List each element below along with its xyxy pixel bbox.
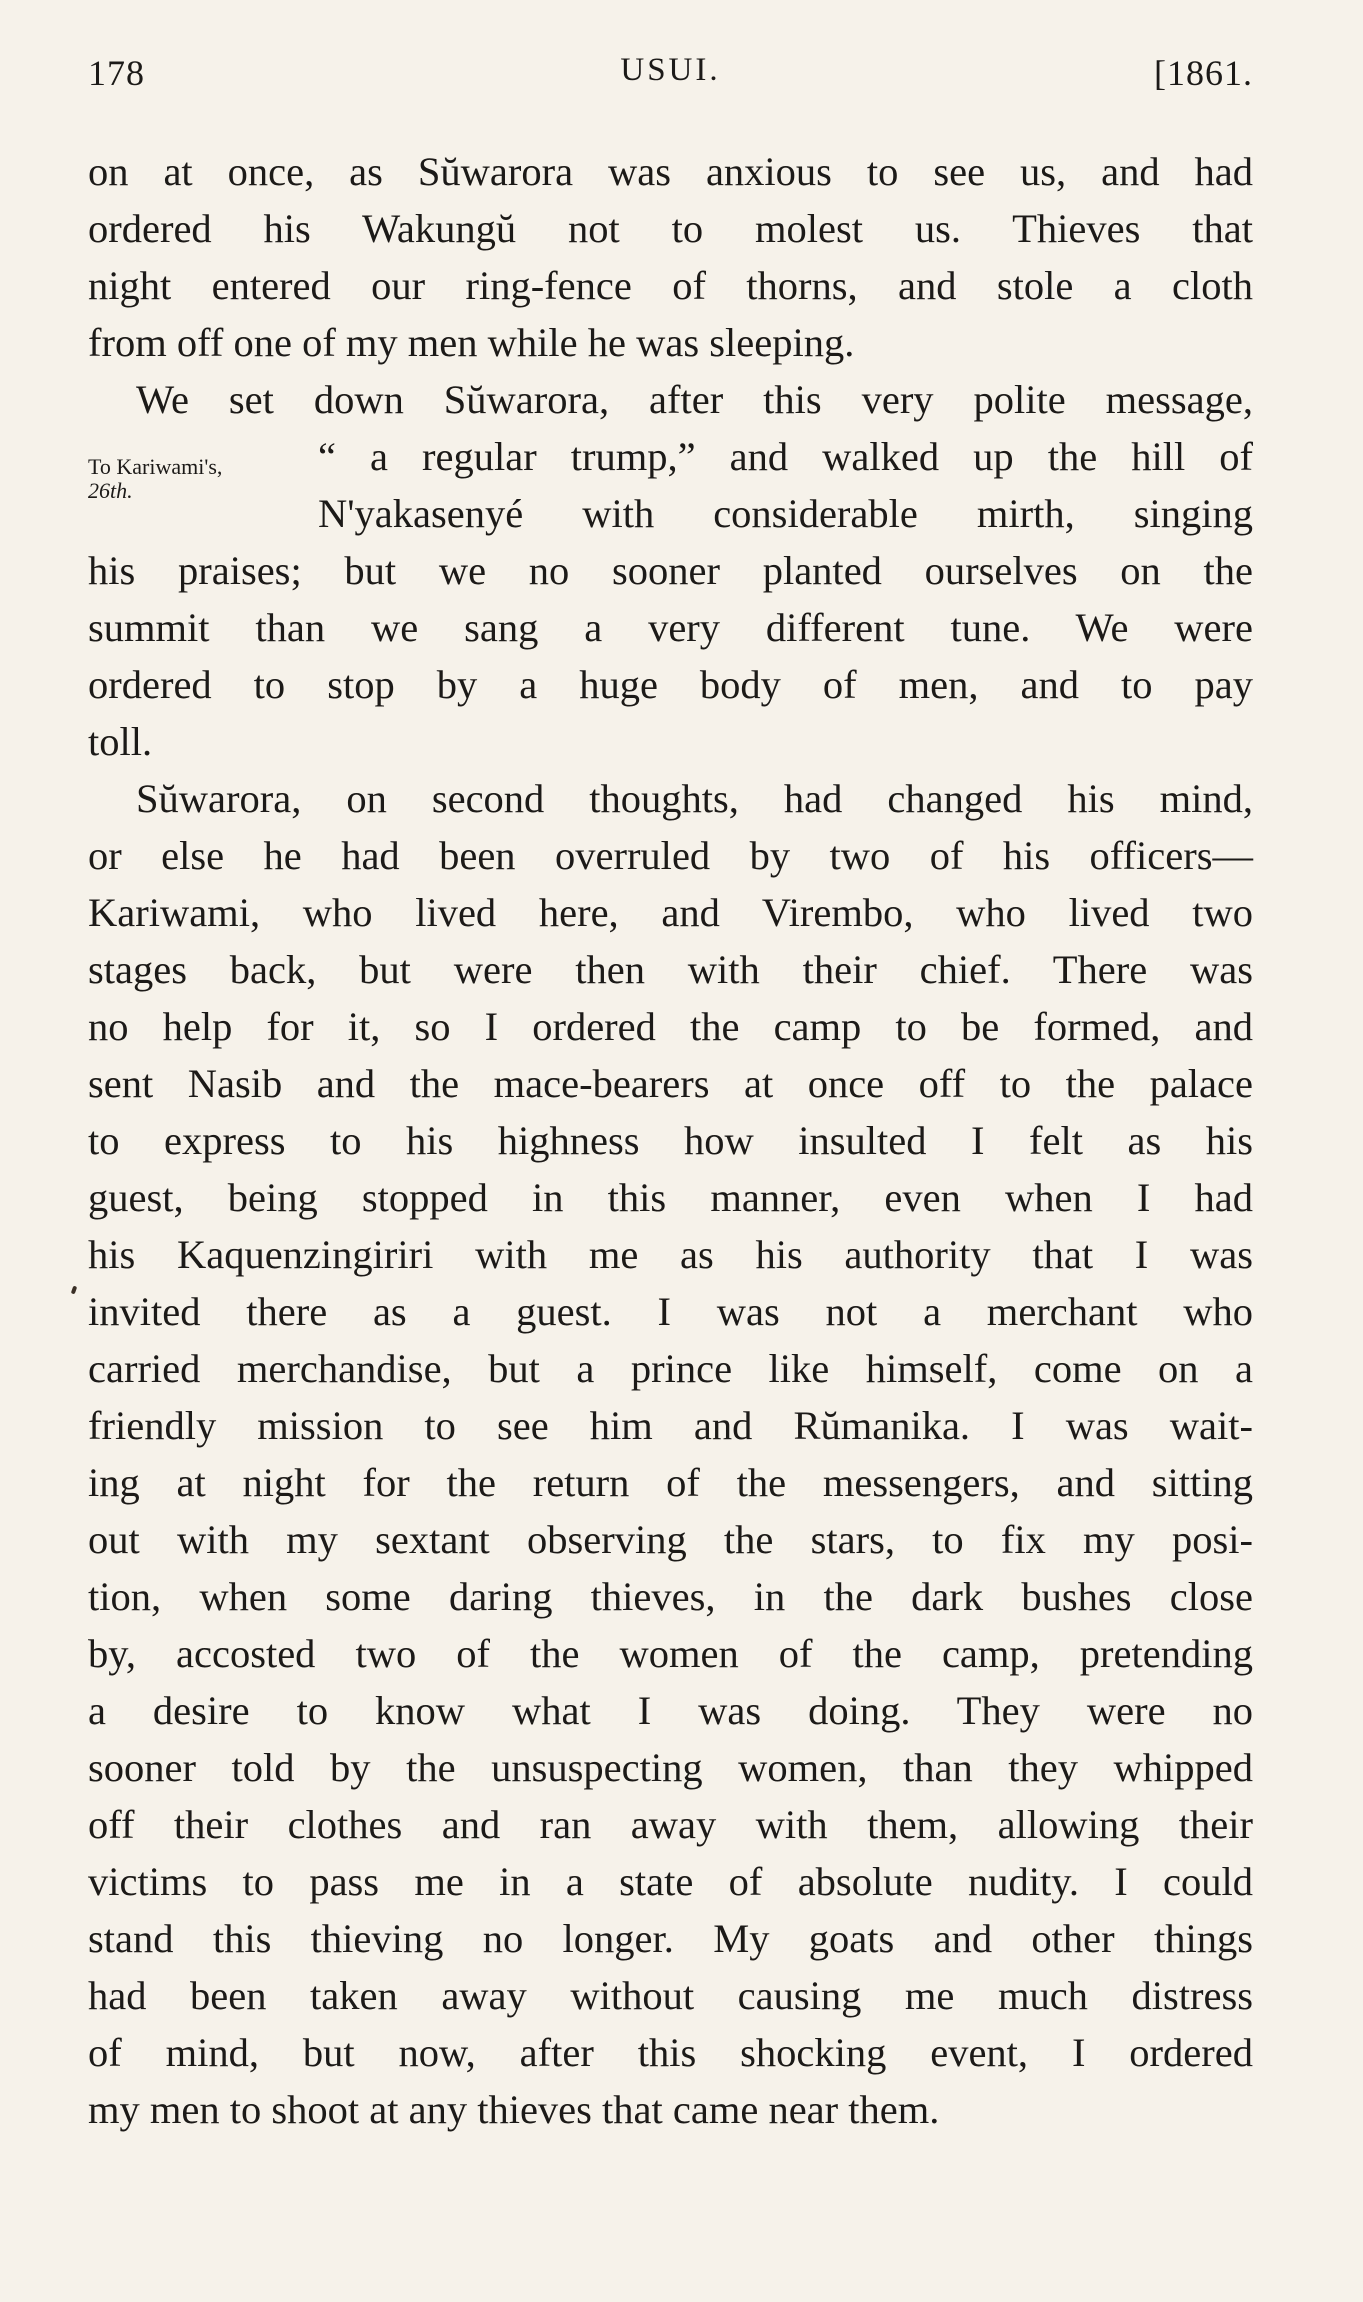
text-line: ordered his Wakungŭ not to molest us. Thieves that	[88, 206, 1253, 251]
text-line: “ a regular trump,” and walked up the hill of	[318, 434, 1253, 479]
text-line: a desire to know what I was doing. They were no	[88, 1688, 1253, 1733]
text-line: sent Nasib and the mace-bearers at once off to the palace	[88, 1061, 1253, 1106]
text-line: night entered our ring-fence of thorns, and stole a cloth	[88, 263, 1253, 308]
paragraph-start-line: We set down Sŭwarora, after this very polite message,	[136, 377, 1253, 422]
text-line: had been taken away without causing me much distress	[88, 1973, 1253, 2018]
text-line: N'yakasenyé with considerable mirth, singing	[318, 491, 1253, 536]
page-number: 178	[88, 53, 145, 93]
ink-speck	[71, 1286, 77, 1295]
text-line: guest, being stopped in this manner, even when I had	[88, 1175, 1253, 1220]
text-line: to express to his highness how insulted I felt as his	[88, 1118, 1253, 1163]
text-line: victims to pass me in a state of absolute nudity. I could	[88, 1859, 1253, 1904]
text-line: ing at night for the return of the messengers, and sitting	[88, 1460, 1253, 1505]
text-line: invited there as a guest. I was not a merchant who	[88, 1289, 1253, 1334]
text-line: or else he had been overruled by two of his officers—	[88, 833, 1253, 878]
text-line: from off one of my men while he was sleeping.	[88, 320, 855, 365]
text-line: stages back, but were then with their chief. There was	[88, 947, 1253, 992]
text-line: his praises; but we no sooner planted ourselves on the	[88, 548, 1253, 593]
text-line: of mind, but now, after this shocking event, I ordered	[88, 2030, 1253, 2075]
running-title: USUI.	[620, 52, 721, 88]
text-line: my men to shoot at any thieves that came near them.	[88, 2087, 940, 2132]
text-line: off their clothes and ran away with them, allowing their	[88, 1802, 1253, 1847]
margin-note-location: To Kariwami's,	[88, 454, 223, 479]
text-line: friendly mission to see him and Rŭmanika. I was wait-	[88, 1403, 1253, 1448]
text-line: on at once, as Sŭwarora was anxious to see us, and had	[88, 149, 1253, 194]
text-line: out with my sextant observing the stars, to fix my posi-	[88, 1517, 1253, 1562]
body-text	[88, 143, 1253, 2138]
text-line: summit than we sang a very different tune. We were	[88, 605, 1253, 650]
text-line: Kariwami, who lived here, and Virembo, who lived two	[88, 890, 1253, 935]
text-line: his Kaquenzingiriri with me as his authority that I was	[88, 1232, 1253, 1277]
text-line: tion, when some daring thieves, in the dark bushes close	[88, 1574, 1253, 1619]
text-line: ordered to stop by a huge body of men, and to pay	[88, 662, 1253, 707]
text-line: stand this thieving no longer. My goats and other things	[88, 1916, 1253, 1961]
paragraph-start-line: Sŭwarora, on second thoughts, had changed his mind,	[136, 776, 1253, 821]
text-line: no help for it, so I ordered the camp to be formed, and	[88, 1004, 1253, 1049]
header-year: [1861.	[1154, 53, 1253, 93]
text-line: by, accosted two of the women of the camp, pretending	[88, 1631, 1253, 1676]
text-line: carried merchandise, but a prince like himself, come on a	[88, 1346, 1253, 1391]
page-header	[88, 52, 1253, 112]
text-line: sooner told by the unsuspecting women, than they whipped	[88, 1745, 1253, 1790]
text-line: toll.	[88, 719, 153, 764]
margin-note-date: 26th.	[88, 478, 133, 503]
